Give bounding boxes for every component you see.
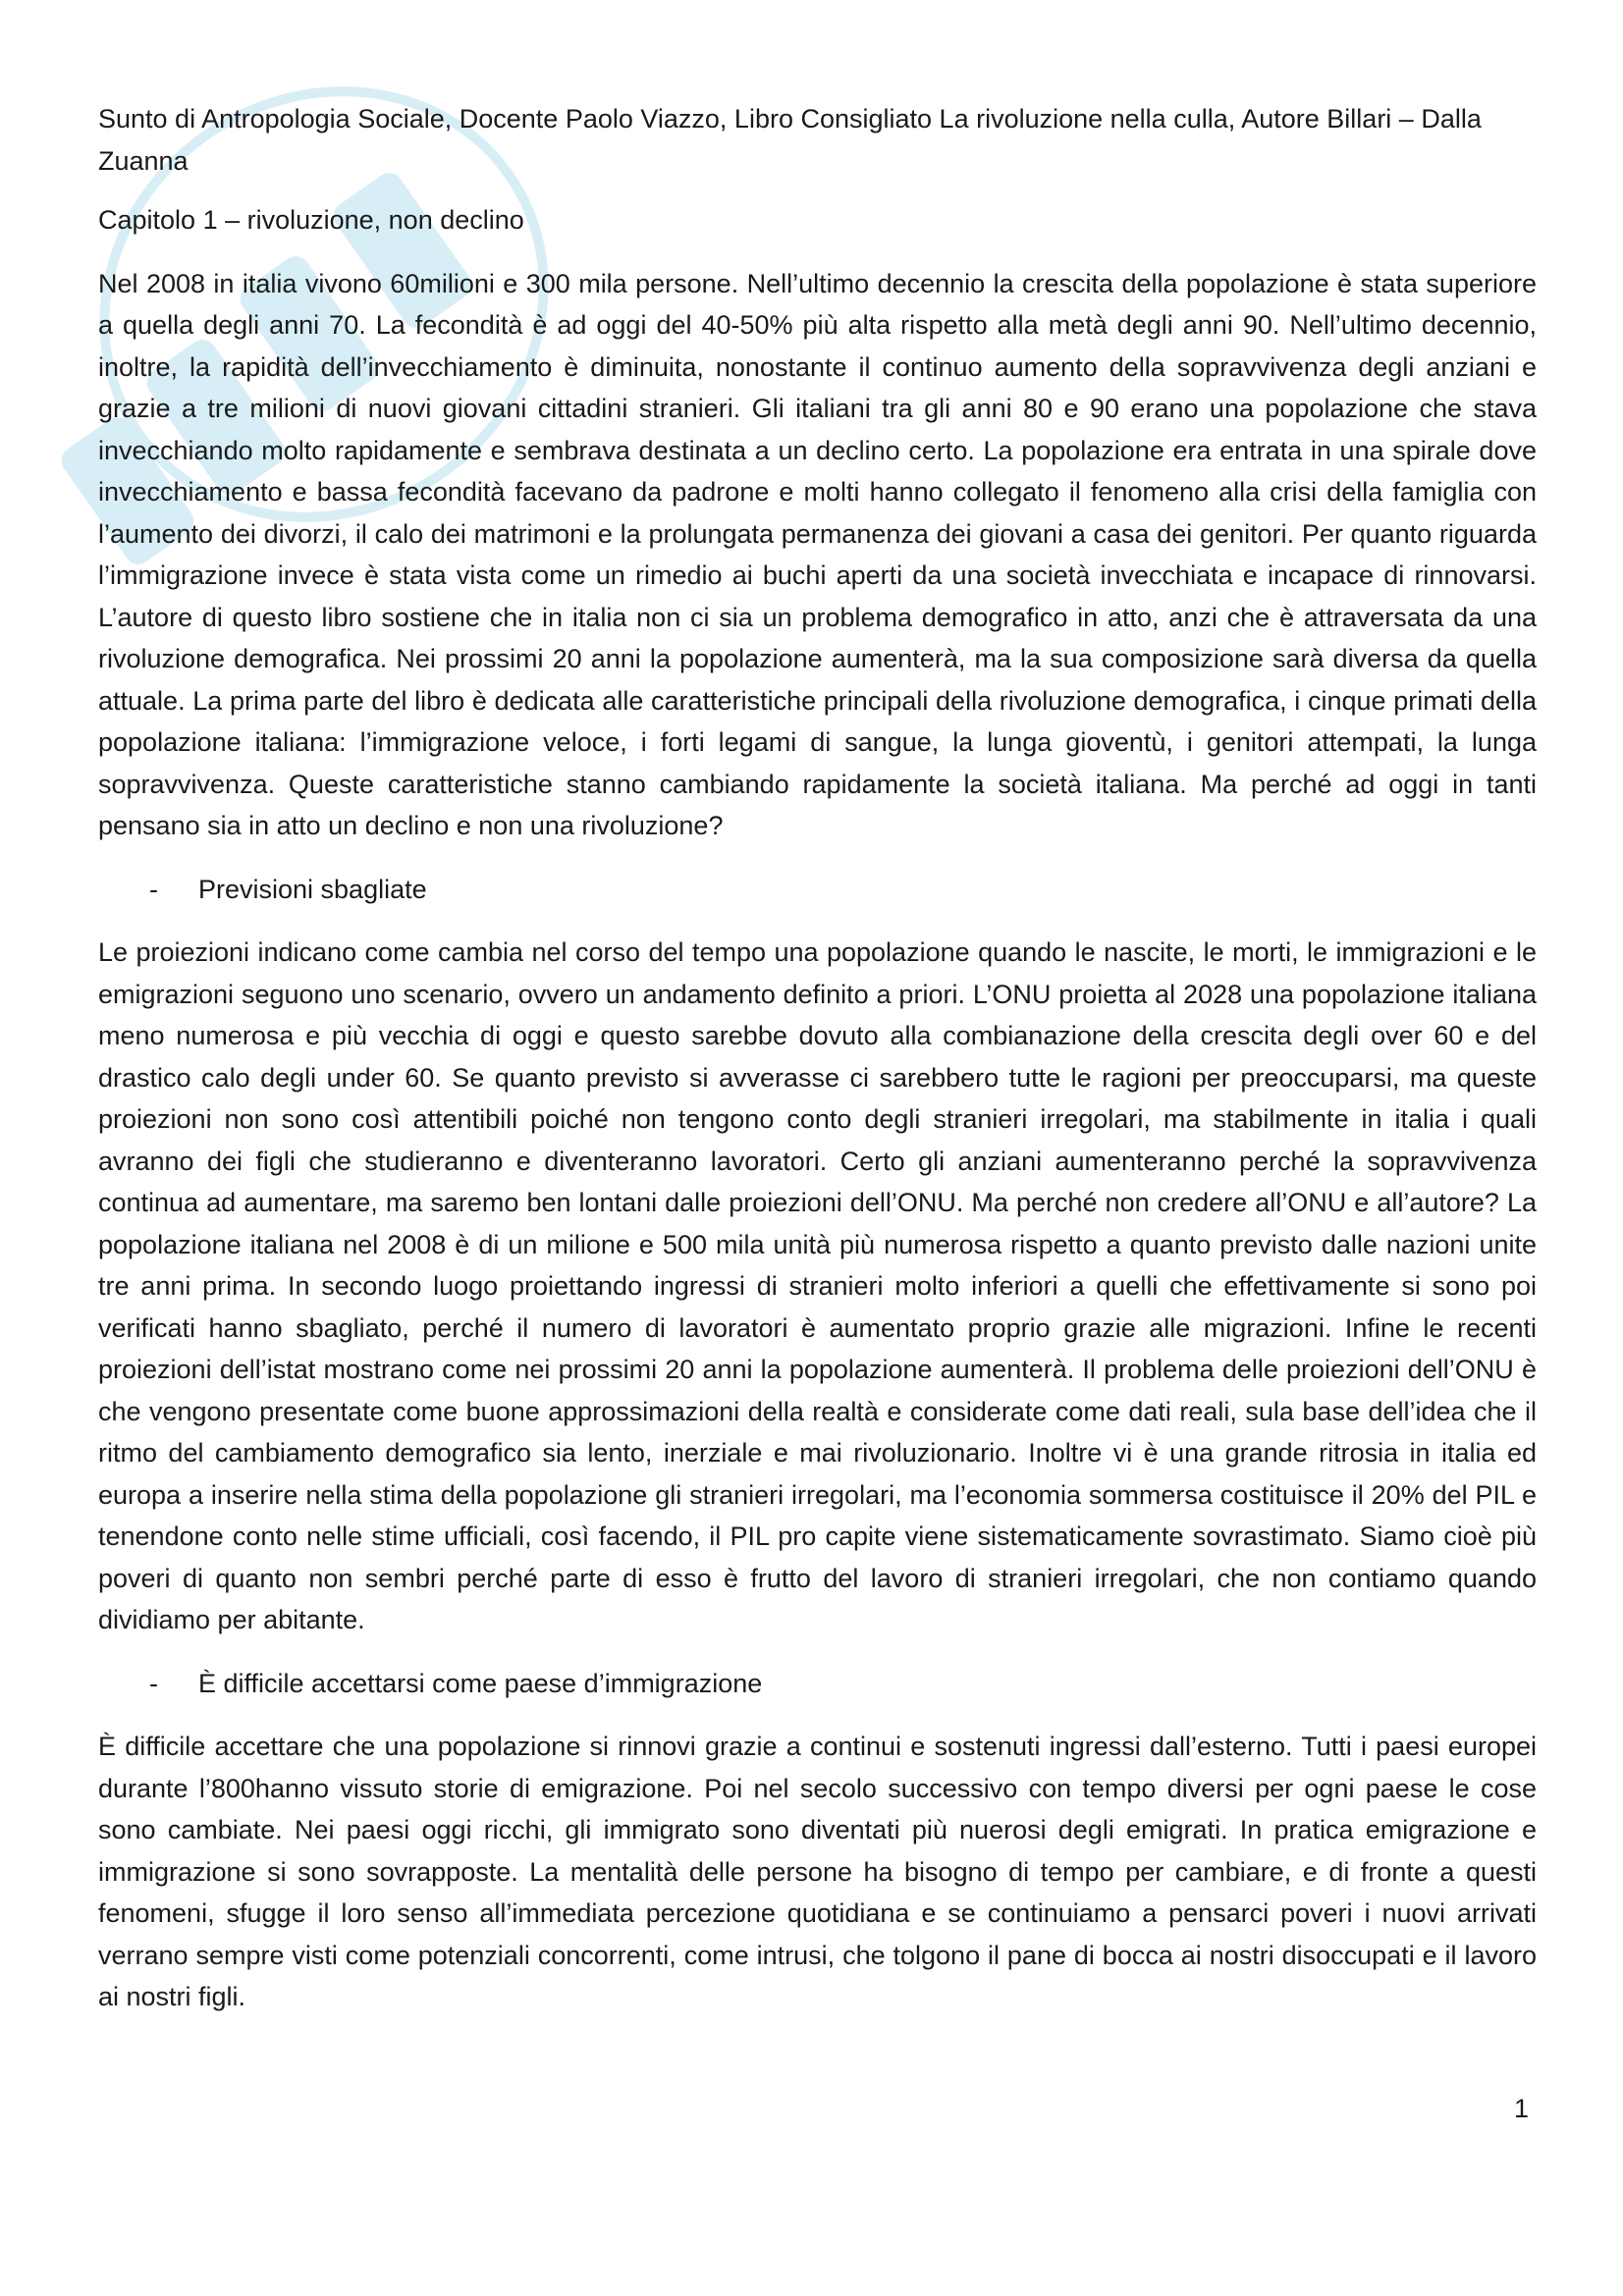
bullet-dash: -	[149, 874, 158, 904]
bullet-label: Previsioni sbagliate	[198, 874, 427, 904]
paragraph-intro: Nel 2008 in italia vivono 60milioni e 300 mila persone. Nell’ultimo decennio la crescita della popolazione è stata superiore a quella degli anni 70. La fecondità è ad oggi del 40-50% più alta rispetto alla metà degli anni 90. Nell’ultimo decennio, inoltre, la rapidità dell’invecchiamento è diminuita, nonostante il continuo aumento della sopravvivenza degli anziani e grazie a tre milioni di nuovi giovani cittadini stranieri. Gli italiani tra gli anni 80 e 90 erano una popolazione che stava invecchiando molto rapidamente e sembrava destinata a un declino certo. La popolazione era entrata in una spirale dove invecchiamento e bassa fecondità facevano da padrone e molti hanno collegato il fenomeno alla crisi della famiglia con l’aumento dei divorzi, il calo dei matrimoni e la prolungata permanenza dei giovani a casa dei genitori. Per quanto riguarda l’immigrazione invece è stata vista come un rimedio ai buchi aperti da una società invecchiata e incapace di rinnovarsi. L’autore di questo libro sostiene che in italia non ci sia un problema demografico in atto, anzi che è attraversata da una rivoluzione demografica. Nei prossimi 20 anni la popolazione aumenterà, ma la sua composizione sarà diversa da quella attuale. La prima parte del libro è dedicata alle caratteristiche principali della rivoluzione demografica, i cinque primati della popolazione italiana: l’immigrazione veloce, i forti legami di sangue, la lunga gioventù, i genitori attempati, la lunga sopravvivenza. Queste caratteristiche stanno cambiando rapidamente la società italiana. Ma perché ad oggi in tanti pensano sia in atto un declino e non una rivoluzione?	[98, 268, 1537, 840]
paragraph-projections: Le proiezioni indicano come cambia nel corso del tempo una popolazione quando le nascite, le morti, le immigrazioni e le emigrazioni seguono uno scenario, ovvero un andamento definito a priori. L’ONU proietta al 2028 una popolazione italiana meno numerosa e più vecchia di oggi e questo sarebbe dovuto alla combianazione della crescita degli over 60 e del drastico calo degli under 60. Se quanto previsto si avverasse ci sarebbero tutte le ragioni per preoccuparsi, ma queste proiezioni non sono così attentibili poiché non tengono conto degli stranieri irregolari, ma stabilmente in italia i quali avranno dei figli che studieranno e diventeranno lavoratori. Certo gli anziani aumenteranno perché la sopravvivenza continua ad aumentare, ma saremo ben lontani dalle proiezioni dell’ONU. Ma perché non credere all’ONU e all’autore? La popolazione italiana nel 2008 è di un milione e 500 mila unità più numerosa rispetto a quanto previsto dalle nazioni unite tre anni prima. In secondo luogo proiettando ingressi di stranieri molto inferiori a quelli che effettivamente si sono poi verificati hanno sbagliato, perché il numero di lavoratori è aumentato proprio grazie alle migrazioni. Infine le recenti proiezioni dell’istat mostrano come nei prossimi 20 anni la popolazione aumenterà. Il problema delle proiezioni dell’ONU è che vengono presentate come buone approssimazioni della realtà e considerate come dati reali, sula base dell’idea che il ritmo del cambiamento demografico sia lento, inerziale e mai rivoluzionario. Inoltre vi è una grande ritrosia in italia ed europa a inserire nella stima della popolazione gli stranieri irregolari, ma l’economia sommersa costituisce il 20% del PIL e tenendone conto nelle stime ufficiali, così facendo, il PIL pro capite viene sistematicamente sovrastimato. Siamo cioè più poveri di quanto non sembri perché parte di esso è frutto del lavoro di stranieri irregolari, che non contiamo quando dividiamo per abitante.	[98, 937, 1537, 1634]
bullet-label: È difficile accettarsi come paese d’immigrazione	[198, 1668, 763, 1698]
bullet-previsioni-sbagliate	[98, 869, 1537, 911]
document-body	[98, 98, 1537, 2040]
bullet-paese-immigrazione	[98, 1663, 1537, 1705]
paragraph-immigration: È difficile accettare che una popolazione si rinnovi grazie a continui e sostenuti ingressi dall’esterno. Tutti i paesi europei durante l’800hanno vissuto storie di emigrazione. Poi nel secolo successivo con tempo diversi per ogni paese le cose sono cambiate. Nei paesi oggi ricchi, gli immigrato sono diventati più nuerosi degli emigrati. In pratica emigrazione e immigrazione si sono sovrapposte. La mentalità delle persone ha bisogno di tempo per cambiare, e di fronte a questi fenomeni, sfugge il loro senso all’immediata percezione quotidiana e se continuiamo a pensarci poveri i nuovi arrivati verrano sempre visti come potenziali concorrenti, come intrusi, che tolgono il pane di bocca ai nostri disoccupati e il lavoro ai nostri figli.	[98, 1732, 1537, 2011]
page-number: 1	[1513, 2094, 1529, 2123]
chapter-title: Capitolo 1 – rivoluzione, non declino	[98, 205, 524, 235]
document-header: Sunto di Antropologia Sociale, Docente Paolo Viazzo, Libro Consigliato La rivoluzione nella culla, Autore Billari – Dalla Zuanna	[98, 104, 1482, 176]
bullet-dash: -	[149, 1668, 158, 1698]
